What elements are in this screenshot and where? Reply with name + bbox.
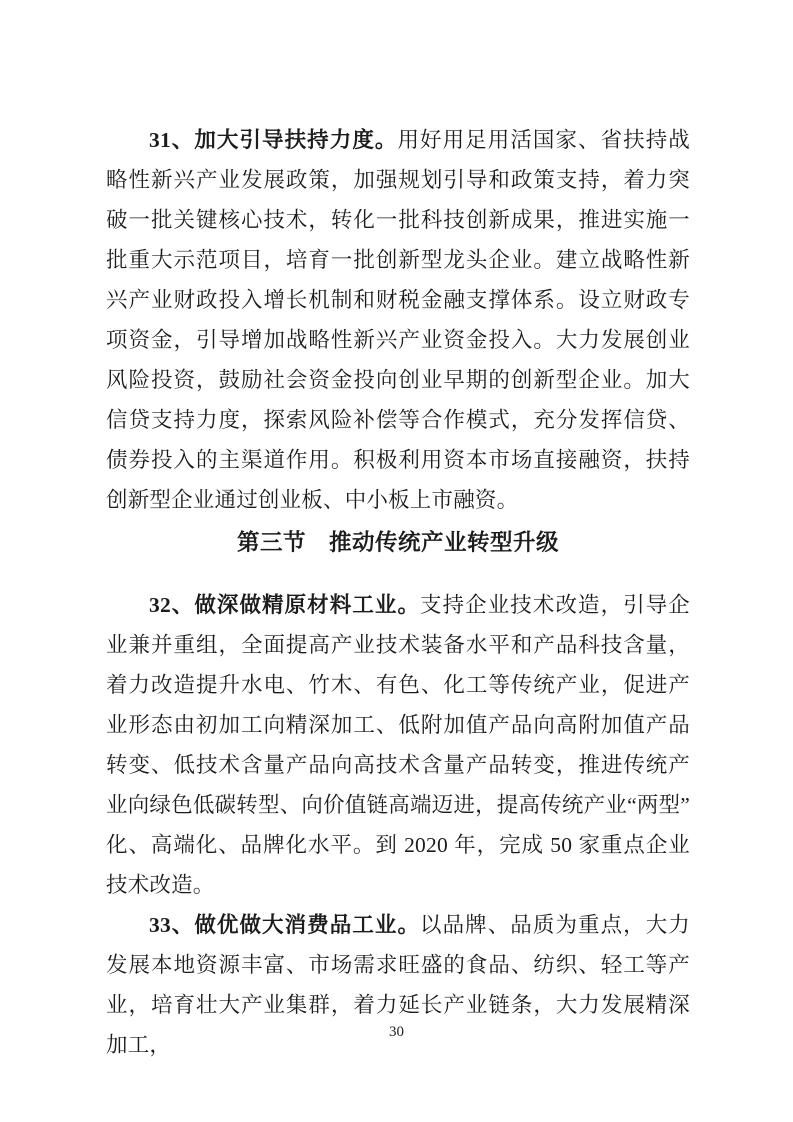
paragraph-31 [106, 120, 690, 520]
paragraph-32-body: 支持企业技术改造，引导企业兼并重组，全面提高产业技术装备水平和产品科技含量，着力改造提升水电、竹木、有色、化工等传统产业，促进产业形态由初加工向精深加工、低附加值产品向高附加值产品转变、低技术含量产品向高技术含量产品转变，推进传统产业向绿色低碳转型、向价值链高端迈进，提高传统产业“两型”化、高端化、品牌化水平。到 2020 年，完成 50 家重点企业技术改造。 [106, 593, 690, 897]
paragraph-32 [106, 585, 690, 905]
paragraph-32-lead: 32、做深做精原材料工业。 [149, 593, 421, 617]
paragraph-33-lead: 33、做优做大消费品工业。 [149, 913, 421, 937]
section-heading: 第三节 推动传统产业转型升级 [236, 530, 559, 555]
paragraph-33-body: 以品牌、品质为重点，大力发展本地资源丰富、市场需求旺盛的食品、纺织、轻工等产业，培育壮大产业集群，着力延长产业链条，大力发展精深加工， [106, 913, 690, 1057]
paragraph-33 [106, 905, 690, 1065]
page-content [106, 120, 690, 1065]
page-number: 30 [389, 1024, 404, 1040]
paragraph-31-lead: 31、加大引导扶持力度。 [149, 128, 398, 152]
paragraph-31-body: 用好用足用活国家、省扶持战略性新兴产业发展政策，加强规划引导和政策支持，着力突破一批关键核心技术，转化一批科技创新成果，推进实施一批重大示范项目，培育一批创新型龙头企业。建立战略性新兴产业财政投入增长机制和财税金融支撑体系。设立财政专项资金，引导增加战略性新兴产业资金投入。大力发展创业风险投资，鼓励社会资金投向创业早期的创新型企业。加大信贷支持力度，探索风险补偿等合作模式，充分发挥信贷、债券投入的主渠道作用。积极利用资本市场直接融资，扶持创新型企业通过创业板、中小板上市融资。 [106, 128, 690, 512]
